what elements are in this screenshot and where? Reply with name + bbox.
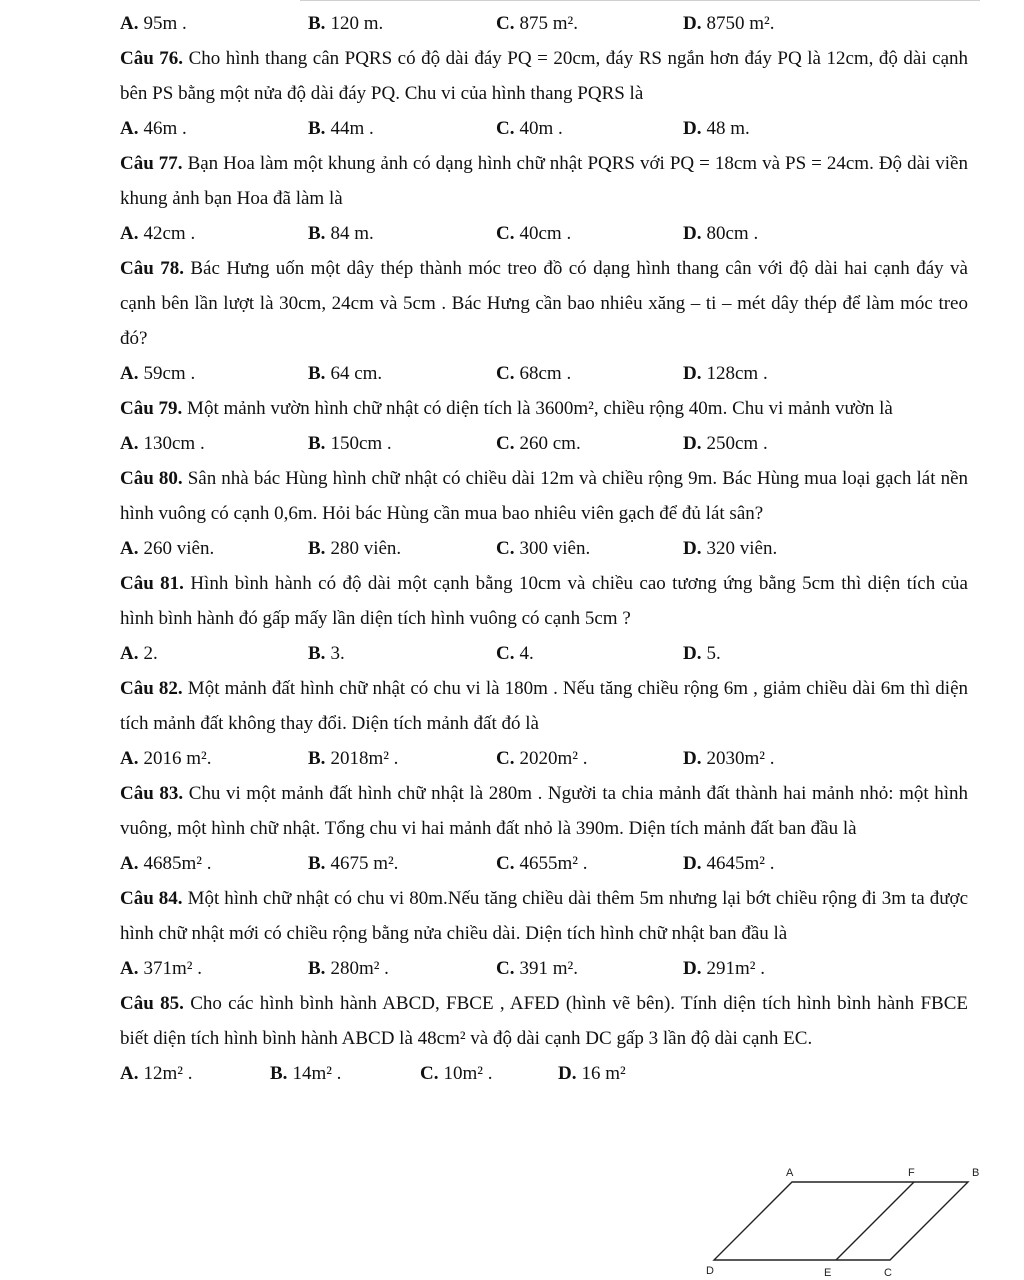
option-d: D. 291m² . bbox=[683, 958, 765, 979]
question-76 bbox=[120, 41, 968, 146]
option-d: D. 8750 m². bbox=[683, 13, 775, 34]
top-rule bbox=[300, 0, 980, 1]
option-a: A. 130cm . bbox=[120, 433, 205, 454]
option-d: D. 5. bbox=[683, 643, 721, 664]
question-text: Một mảnh đất hình chữ nhật có chu vi là 180m . Nếu tăng chiều rộng 6m , giảm chiều dài 6m thì diện tích mảnh đất không thay đổi. Diện tích mảnh đất đó là bbox=[120, 678, 969, 734]
option-b: B. 2018m² . bbox=[308, 748, 399, 769]
question-text: Bạn Hoa làm một khung ảnh có dạng hình chữ nhật PQRS với PQ = 18cm và PS = 24cm. Độ dài viền khung ảnh bạn Hoa đã làm là bbox=[120, 153, 968, 209]
option-c: C. 40m . bbox=[496, 118, 563, 139]
question-text: Chu vi một mảnh đất hình chữ nhật là 280m . Người ta chia mảnh đất thành hai mảnh nhỏ: một hình vuông, một hình chữ nhật. Tổng chu vi hai mảnh đất nhỏ là 390m. Diện tích mảnh đất ban đầu là bbox=[120, 783, 969, 839]
option-a: A. 2. bbox=[120, 643, 158, 664]
point-e-label: E bbox=[824, 1267, 832, 1279]
point-d-label: D bbox=[706, 1265, 714, 1277]
option-c: C. 68cm . bbox=[496, 363, 572, 384]
option-b: B. 84 m. bbox=[308, 223, 374, 244]
option-d: D. 128cm . bbox=[683, 363, 768, 384]
option-a: A. 42cm . bbox=[120, 223, 196, 244]
options-row bbox=[120, 531, 968, 566]
option-b: B. 14m² . bbox=[270, 1063, 342, 1084]
point-b-label: B bbox=[972, 1167, 980, 1179]
option-a: A. 59cm . bbox=[120, 363, 196, 384]
question-number: Câu 81. bbox=[120, 573, 184, 594]
options-row bbox=[120, 951, 968, 986]
question-82 bbox=[120, 671, 968, 776]
option-b: B. 280 viên. bbox=[308, 538, 402, 559]
question-text: Một hình chữ nhật có chu vi 80m.Nếu tăng chiều dài thêm 5m nhưng lại bớt chiều rộng đi 3m ta được hình chữ nhật mới có chiều rộng bằng nửa chiều dài. Diện tích hình chữ nhật ban đầu là bbox=[120, 888, 969, 944]
options-row bbox=[120, 356, 968, 391]
question-81 bbox=[120, 566, 968, 671]
question-text: Cho hình thang cân PQRS có độ dài đáy PQ = 20cm, đáy RS ngắn hơn đáy PQ là 12cm, độ dài cạnh bên PS bằng một nửa độ dài đáy PQ. Chu vi của hình thang PQRS là bbox=[120, 48, 969, 104]
question-78 bbox=[120, 251, 968, 391]
options-row bbox=[120, 426, 968, 461]
option-a: A. 260 viên. bbox=[120, 538, 215, 559]
option-d: D. 250cm . bbox=[683, 433, 768, 454]
options-row bbox=[120, 216, 968, 251]
option-c: C. 300 viên. bbox=[496, 538, 591, 559]
options-row bbox=[120, 111, 968, 146]
question-84 bbox=[120, 881, 968, 986]
option-c: C. 2020m² . bbox=[496, 748, 588, 769]
option-b: B. 150cm . bbox=[308, 433, 392, 454]
question-number: Câu 85. bbox=[120, 993, 184, 1014]
option-a: A. 95m . bbox=[120, 13, 187, 34]
question-number: Câu 83. bbox=[120, 783, 184, 804]
question-75-tail bbox=[120, 6, 968, 41]
options-row bbox=[120, 636, 968, 671]
option-b: B. 280m² . bbox=[308, 958, 389, 979]
option-a: A. 12m² . bbox=[120, 1063, 193, 1084]
option-c: C. 260 cm. bbox=[496, 433, 581, 454]
question-number: Câu 78. bbox=[120, 258, 184, 279]
question-83 bbox=[120, 776, 968, 881]
option-b: B. 120 m. bbox=[308, 13, 384, 34]
question-77 bbox=[120, 146, 968, 251]
option-d: D. 320 viên. bbox=[683, 538, 778, 559]
options-row bbox=[120, 741, 968, 776]
option-c: C. 875 m². bbox=[496, 13, 578, 34]
parallelogram-abcd bbox=[714, 1182, 968, 1260]
option-d: D. 80cm . bbox=[683, 223, 759, 244]
option-a: A. 371m² . bbox=[120, 958, 202, 979]
option-d: D. 16 m² bbox=[558, 1063, 626, 1084]
options-row bbox=[120, 6, 968, 41]
question-text: Bác Hưng uốn một dây thép thành móc treo đồ có dạng hình thang cân với độ dài hai cạnh đáy và cạnh bên lần lượt là 30cm, 24cm và 5cm . Bác Hưng cần bao nhiêu xăng – ti – mét dây thép để làm móc treo đó? bbox=[120, 258, 968, 349]
option-b: B. 64 cm. bbox=[308, 363, 383, 384]
option-c: C. 4. bbox=[496, 643, 534, 664]
options-row bbox=[120, 1056, 968, 1091]
option-a: A. 46m . bbox=[120, 118, 187, 139]
question-number: Câu 77. bbox=[120, 153, 183, 174]
question-number: Câu 80. bbox=[120, 468, 183, 489]
option-d: D. 4645m² . bbox=[683, 853, 775, 874]
option-c: C. 40cm . bbox=[496, 223, 572, 244]
option-b: B. 3. bbox=[308, 643, 345, 664]
point-f-label: F bbox=[908, 1167, 915, 1179]
question-text: Cho các hình bình hành ABCD, FBCE , AFED (hình vẽ bên). Tính diện tích hình bình hành FBCE biết diện tích hình bình hành ABCD là 48cm² và độ dài cạnh DC gấp 3 lần độ dài cạnh EC. bbox=[120, 993, 969, 1049]
parallelogram-figure bbox=[700, 1162, 990, 1280]
option-b: B. 4675 m². bbox=[308, 853, 399, 874]
question-80 bbox=[120, 461, 968, 566]
point-a-label: A bbox=[786, 1167, 794, 1179]
option-c: C. 10m² . bbox=[420, 1063, 493, 1084]
question-number: Câu 82. bbox=[120, 678, 183, 699]
question-text: Một mảnh vườn hình chữ nhật có diện tích là 3600m², chiều rộng 40m. Chu vi mảnh vườn là bbox=[187, 398, 893, 419]
option-c: C. 4655m² . bbox=[496, 853, 588, 874]
worksheet bbox=[120, 6, 968, 1091]
point-c-label: C bbox=[884, 1267, 892, 1279]
question-79 bbox=[120, 391, 968, 461]
question-85 bbox=[120, 986, 968, 1091]
question-number: Câu 76. bbox=[120, 48, 184, 69]
option-a: A. 2016 m². bbox=[120, 748, 212, 769]
option-d: D. 2030m² . bbox=[683, 748, 775, 769]
options-row bbox=[120, 846, 968, 881]
question-number: Câu 79. bbox=[120, 398, 183, 419]
question-text: Hình bình hành có độ dài một cạnh bằng 10cm và chiều cao tương ứng bằng 5cm thì diện tích của hình bình hành đó gấp mấy lần diện tích hình vuông có cạnh 5cm ? bbox=[120, 573, 968, 629]
question-number: Câu 84. bbox=[120, 888, 183, 909]
option-a: A. 4685m² . bbox=[120, 853, 212, 874]
option-b: B. 44m . bbox=[308, 118, 374, 139]
option-c: C. 391 m². bbox=[496, 958, 578, 979]
question-text: Sân nhà bác Hùng hình chữ nhật có chiều dài 12m và chiều rộng 9m. Bác Hùng mua loại gạch lát nền hình vuông có cạnh 0,6m. Hỏi bác Hùng cần mua bao nhiêu viên gạch để đủ lát sân? bbox=[120, 468, 969, 524]
option-d: D. 48 m. bbox=[683, 118, 750, 139]
